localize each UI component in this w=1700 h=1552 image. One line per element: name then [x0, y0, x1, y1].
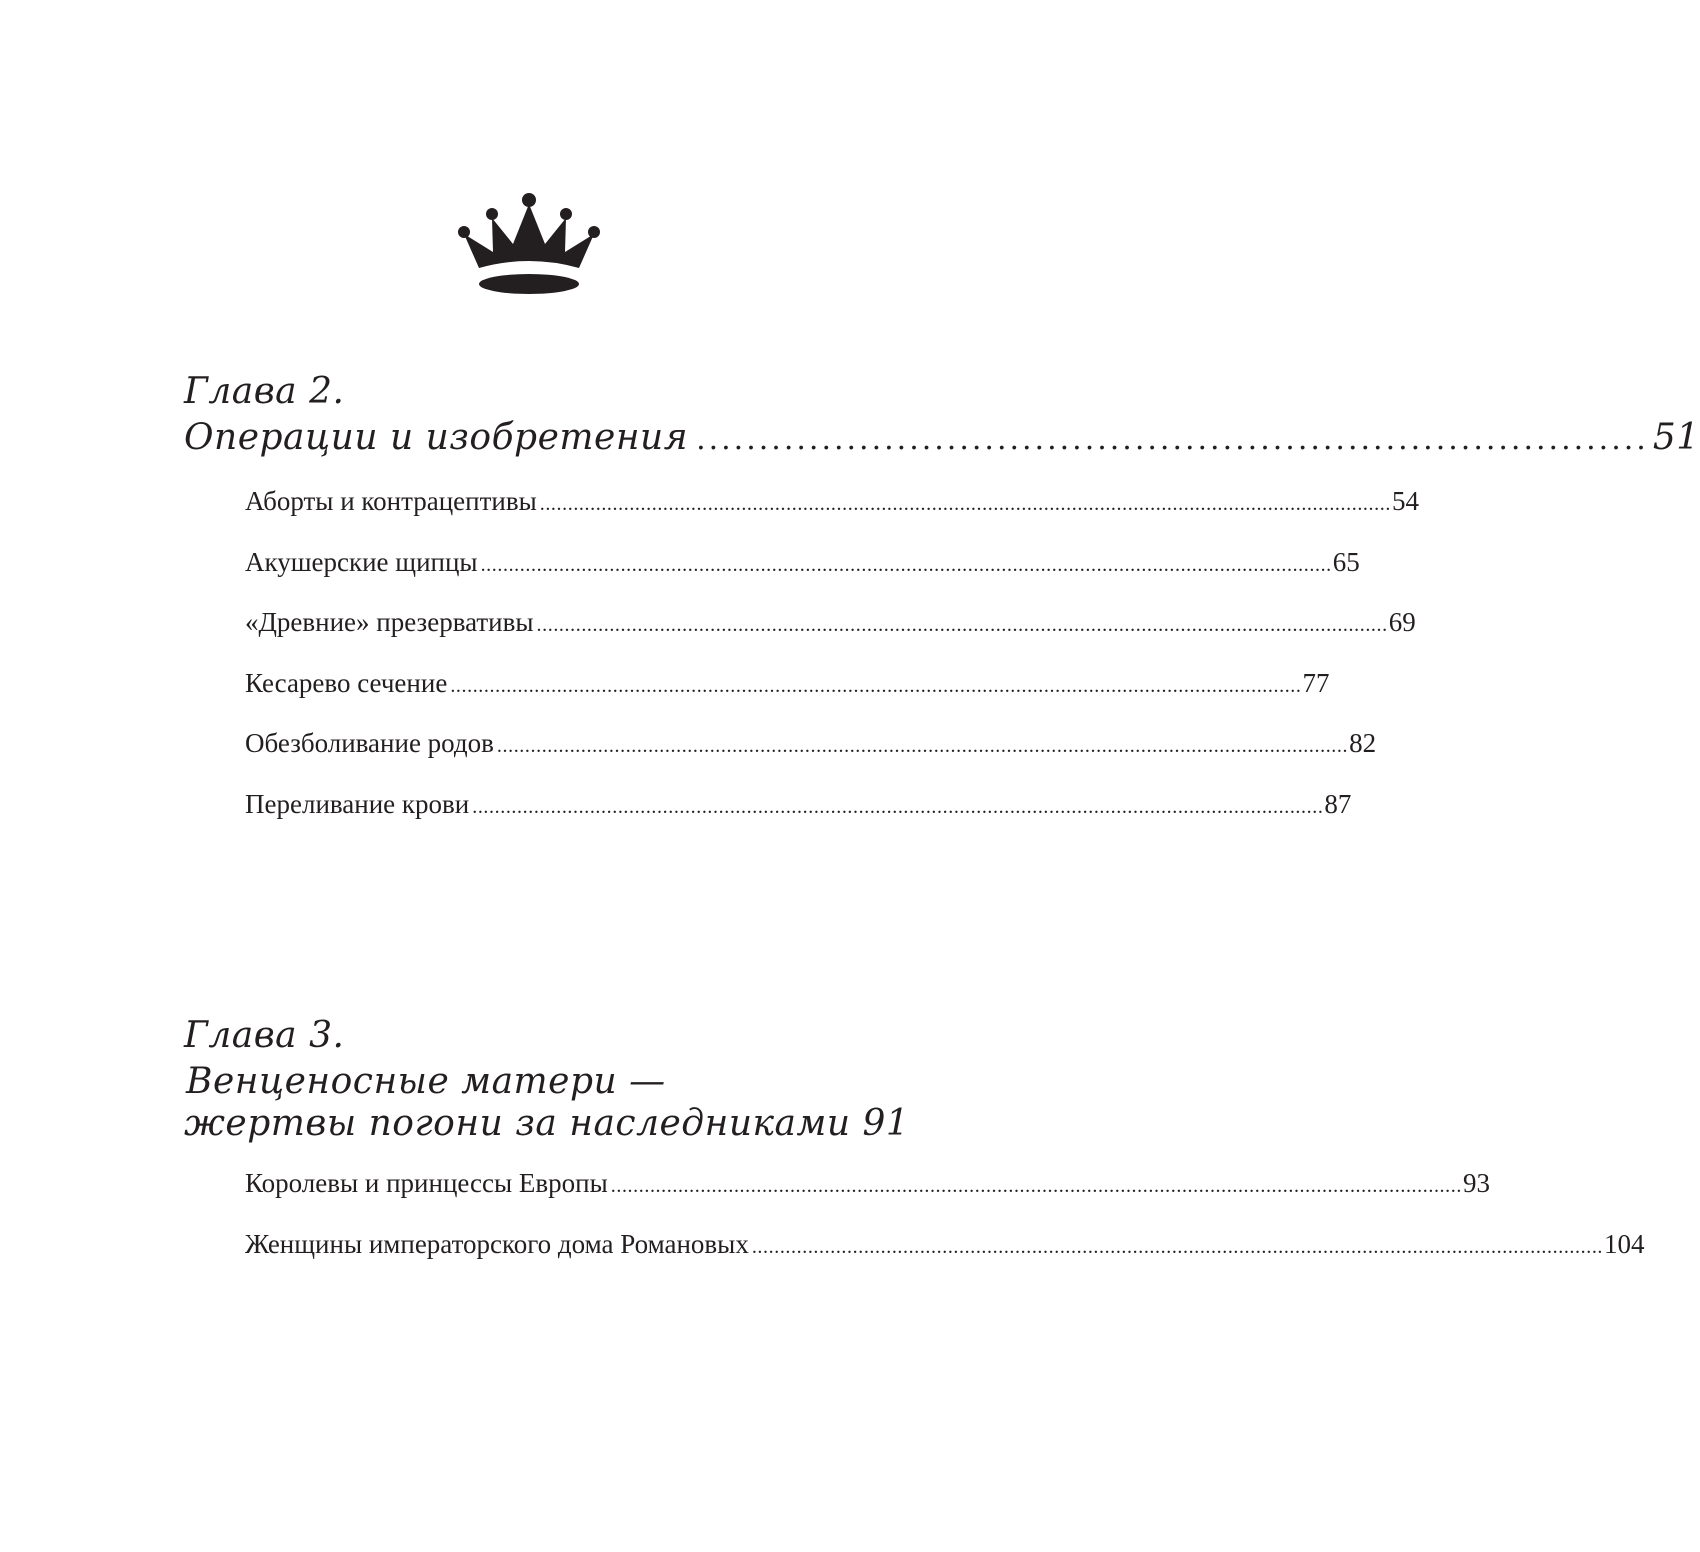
chapter-page-number: 51 [1652, 417, 1700, 458]
toc-list [245, 1167, 1645, 1288]
dot-leader: ............................................................................ [696, 422, 1649, 457]
toc-entry[interactable] [245, 485, 1419, 546]
toc-entry-title: «Древние» презервативы [245, 607, 534, 638]
chapter-title-text: Операции и изобретения [184, 417, 689, 458]
toc-entry-title: Аборты и контрацептивы [245, 486, 537, 516]
dot-leader: ........................................................................................................................................................ [610, 1175, 1462, 1197]
toc-entry-title: Обезболивание родов [245, 728, 494, 759]
dot-leader: ........................................................................................................................................................ [480, 553, 1332, 576]
toc-entry-title: Переливание крови [245, 788, 470, 819]
chapter-page-number: 91 [862, 1103, 910, 1144]
toc-entry-page: 69 [1388, 607, 1416, 638]
toc-entry-page: 82 [1349, 728, 1377, 759]
toc-entry-page: 65 [1332, 546, 1360, 577]
dot-leader: ........................................................................................................................................................ [751, 1235, 1604, 1258]
toc-entry-page: 93 [1462, 1168, 1490, 1198]
chapter-title[interactable] [184, 1103, 910, 1146]
toc-entry-page: 87 [1324, 788, 1352, 819]
crown-icon [455, 188, 603, 296]
toc-entry-title: Акушерские щипцы [245, 546, 478, 577]
chapter-title-text: жертвы погони за наследниками [184, 1103, 851, 1144]
dot-leader: ........................................................................................................................................................ [539, 493, 1391, 515]
toc-entry-page: 77 [1302, 667, 1330, 698]
toc-entry[interactable] [245, 727, 1377, 788]
toc-entry[interactable] [245, 1228, 1645, 1289]
chapter-title-line-1[interactable]: Венценосные матери — [186, 1061, 666, 1102]
toc-list [245, 485, 1419, 849]
dot-leader: ........................................................................................................................................................ [496, 735, 1349, 758]
toc-entry-title: Женщины императорского дома Романовых [245, 1228, 749, 1259]
dot-leader: ........................................................................................................................................................ [450, 674, 1302, 697]
toc-entry-page: 104 [1604, 1228, 1645, 1259]
toc-entry[interactable] [245, 667, 1330, 728]
toc-entry[interactable] [245, 606, 1416, 667]
toc-entry-page: 54 [1391, 486, 1419, 516]
chapter-title[interactable] [184, 417, 1700, 460]
toc-entry[interactable] [245, 546, 1360, 607]
chapter-label: Глава 2. [184, 371, 345, 412]
dot-leader: ........................................................................................................................................................ [536, 614, 1388, 637]
dot-leader: ........................................................................................................................................................ [472, 795, 1324, 818]
chapter-label: Глава 3. [184, 1015, 345, 1056]
toc-entry-title: Королевы и принцессы Европы [245, 1168, 608, 1198]
toc-entry-title: Кесарево сечение [245, 667, 448, 698]
toc-entry[interactable] [245, 788, 1352, 849]
toc-entry[interactable] [245, 1167, 1490, 1228]
